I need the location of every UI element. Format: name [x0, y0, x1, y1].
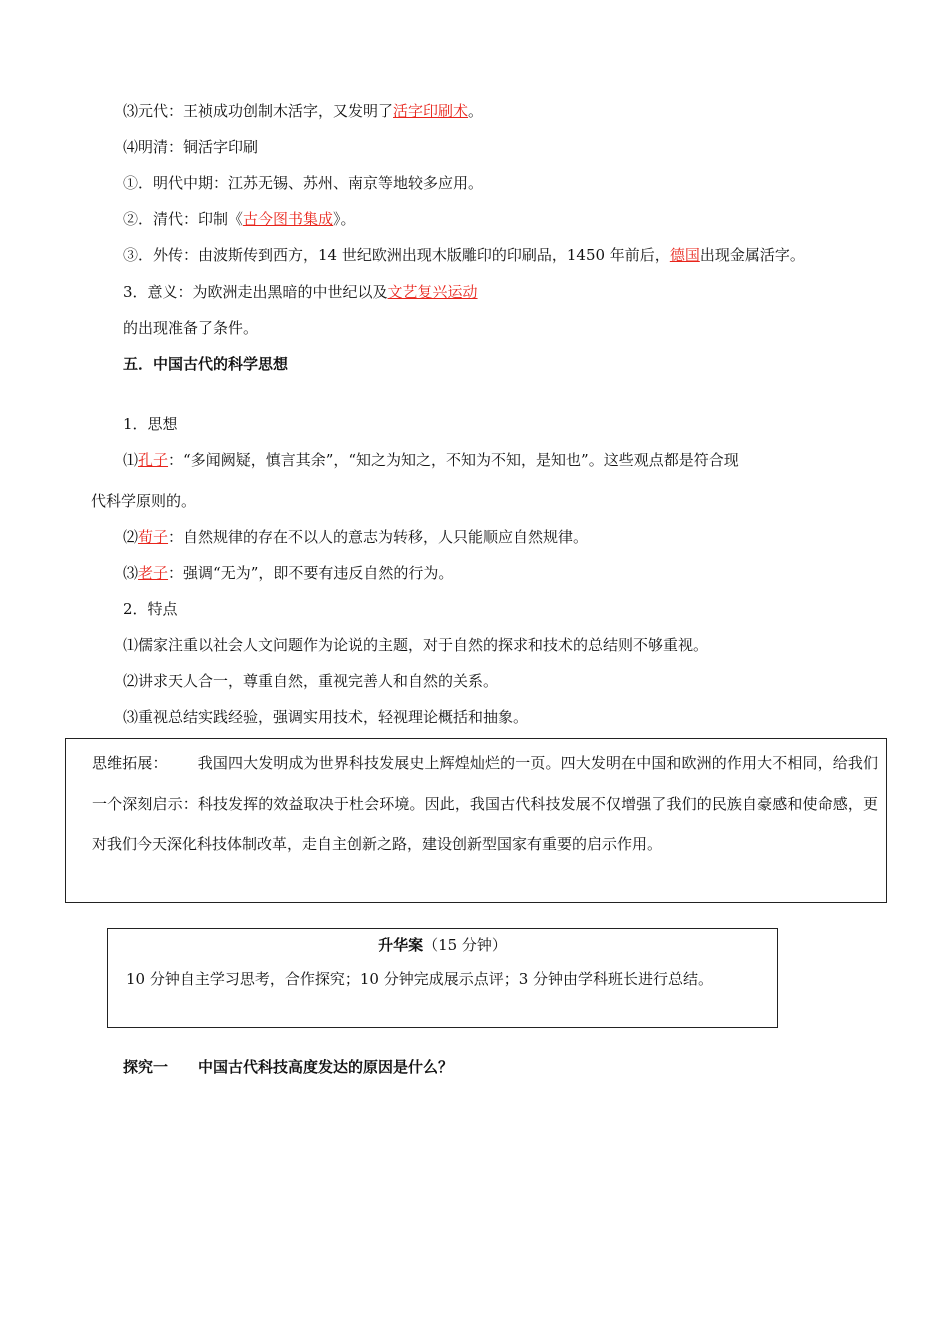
explore-question: 探究一 中国古代科技高度发达的原因是什么？ — [123, 1058, 454, 1076]
highlight-term: 德国 — [669, 246, 700, 264]
think-expansion-box — [65, 738, 887, 903]
section-heading: 五．中国古代的科学思想 — [123, 355, 289, 373]
meaning-line: 3．意义：为欧洲走出黑暗的中世纪以及文艺复兴运动 — [123, 283, 478, 301]
ming-mid-line: ①．明代中期：江苏无锡、苏州、南京等地较多应用。 — [123, 174, 484, 192]
feature-item: ⑴儒家注重以社会人文问题作为论说的主题，对于自然的探求和技术的总结则不够重视。 — [123, 636, 709, 654]
spread-line: ③．外传：由波斯传到西方，14 世纪欧洲出现木版雕印的印刷品，1450 年前后，德国出现金属活字。 — [123, 246, 805, 264]
laozi-line: ⑶老子：强调“无为”，即不要有违反自然的行为。 — [123, 564, 454, 582]
think-label: 思维拓展： — [92, 754, 168, 772]
thought-title: 1．思想 — [123, 415, 178, 433]
think-text — [92, 743, 878, 865]
think-body: 我国四大发明成为世界科技发展史上辉煌灿烂的一页。四大发明在中国和欧洲的作用大不相同，给我们一个深刻启示：科技发挥的效益取决于杜会环境。因此，我国古代科技发展不仅增强了我们的民族自豪感和使命感，更对我们今天深化科技体制改革，走自主创新之路，建设创新型国家有重要的启示作用。 — [92, 754, 878, 853]
feature-item: ⑶重视总结实践经验，强调实用技术，轻视理论概括和抽象。 — [123, 708, 529, 726]
highlight-term: 孔子 — [138, 451, 169, 469]
yuan-printing-line: ⑶元代：王祯成功创制木活字，又发明了活字印刷术。 — [123, 102, 484, 120]
xunzi-line: ⑵荀子：自然规律的存在不以人的意志为转移，人只能顺应自然规律。 — [123, 528, 589, 546]
highlight-term: 古今图书集成 — [243, 210, 334, 228]
kongzi-cont-line: 代科学原则的。 — [91, 492, 197, 510]
highlight-term: 老子 — [138, 564, 169, 582]
shenghua-title: 升华案（15 分钟） — [378, 936, 507, 954]
highlight-term: 活字印刷术 — [393, 102, 469, 120]
qing-line: ②．清代：印制《古今图书集成》。 — [123, 210, 356, 228]
shenghua-body: 10 分钟自主学习思考，合作探究；10 分钟完成展示点评；3 分钟由学科班长进行总结。 — [126, 970, 714, 988]
mingqing-line: ⑷明清：铜活字印刷 — [123, 138, 259, 156]
feature-item: ⑵讲求天人合一，尊重自然，重视完善人和自然的关系。 — [123, 672, 499, 690]
shenghua-box — [107, 928, 778, 1028]
highlight-term: 文艺复兴运动 — [387, 283, 478, 301]
kongzi-line: ⑴孔子：“多闻阙疑，慎言其余”，“知之为知之，不知为不知，是知也”。这些观点都是符合现 — [123, 451, 739, 469]
highlight-term: 荀子 — [138, 528, 169, 546]
features-title: 2．特点 — [123, 600, 178, 618]
meaning-cont-line: 的出现准备了条件。 — [123, 319, 259, 337]
